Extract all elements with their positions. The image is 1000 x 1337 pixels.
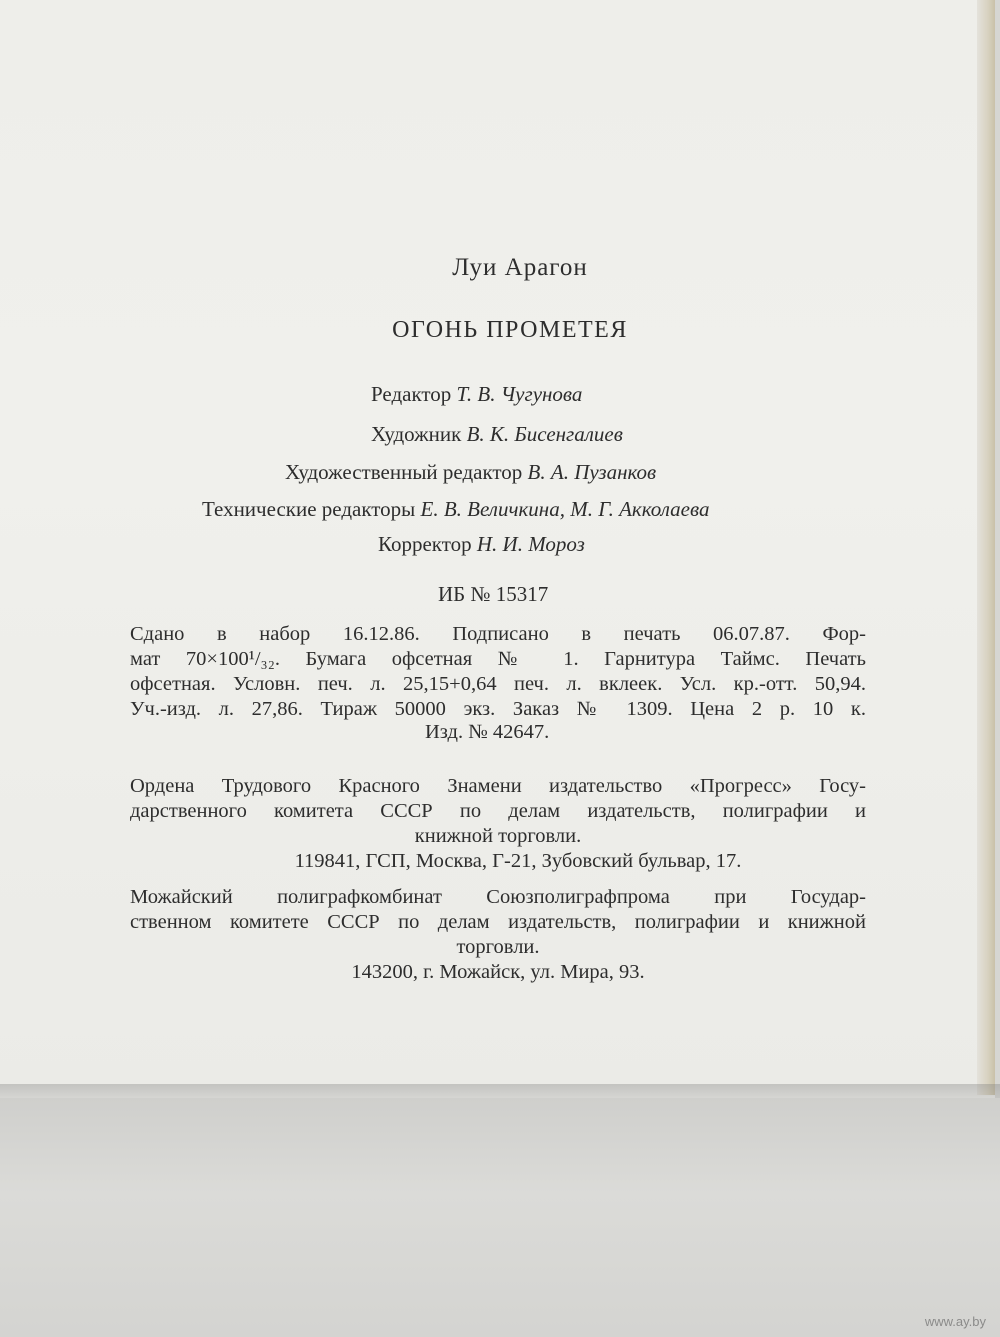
printer-line-last: торговли.	[456, 936, 540, 958]
printer-address: 143200, г. Можайск, ул. Мира, 93.	[351, 961, 645, 983]
credit-person: Н. И. Мороз	[476, 532, 585, 556]
site-watermark: www.ay.by	[924, 1314, 986, 1329]
credit-art-editor	[285, 460, 656, 484]
credit-artist	[371, 422, 623, 446]
print-info-line: мат 70×100¹/₃₂. Бумага офсетная № 1. Гарнитура Таймс. Печать	[130, 648, 866, 670]
publisher-line: Ордена Трудового Красного Знамени издательство «Прогресс» Госу-	[130, 775, 866, 797]
credit-role: Корректор	[378, 532, 472, 556]
credit-person: В. К. Бисенгалиев	[466, 422, 623, 446]
credit-role: Редактор	[371, 382, 452, 406]
publisher-line: дарственного комитета СССР по делам издательств, полиграфии и	[130, 800, 866, 822]
print-info	[130, 622, 866, 722]
printer-info	[130, 885, 866, 935]
credit-role: Технические редакторы	[202, 497, 416, 521]
book-title: ОГОНЬ ПРОМЕТЕЯ	[392, 317, 628, 343]
ib-number: ИБ № 15317	[438, 582, 549, 606]
print-info-line: Уч.-изд. л. 27,86. Тираж 50000 экз. Заказ № 1309. Цена 2 р. 10 к.	[130, 698, 866, 720]
credit-person: Т. В. Чугунова	[456, 382, 583, 406]
printer-line: Можайский полиграфкомбинат Союзполиграфпрома при Государ-	[130, 886, 866, 908]
page-edge	[977, 0, 995, 1095]
credit-proofreader	[378, 532, 585, 556]
credit-tech-editors	[202, 497, 709, 521]
publisher-line-last: книжной торговли.	[414, 825, 582, 847]
credit-person: В. А. Пузанков	[527, 460, 657, 484]
publisher-address: 119841, ГСП, Москва, Г-21, Зубовский бульвар, 17.	[294, 850, 742, 872]
credit-role: Художественный редактор	[285, 460, 523, 484]
table-surface	[0, 1098, 1000, 1337]
print-info-line: Сдано в набор 16.12.86. Подписано в печать 06.07.87. Фор-	[130, 623, 866, 645]
publisher-info	[130, 774, 866, 824]
credit-role: Художник	[371, 422, 462, 446]
credit-editor	[371, 382, 582, 406]
print-info-line: офсетная. Условн. печ. л. 25,15+0,64 печ. л. вклеек. Усл. кр.-отт. 50,94.	[130, 673, 866, 695]
printer-line: ственном комитете СССР по делам издательств, полиграфии и книжной	[130, 911, 866, 933]
credit-person: Е. В. Величкина, М. Г. Акколаева	[420, 497, 710, 521]
author-name: Луи Арагон	[452, 254, 588, 281]
izd-number: Изд. № 42647.	[425, 721, 550, 743]
